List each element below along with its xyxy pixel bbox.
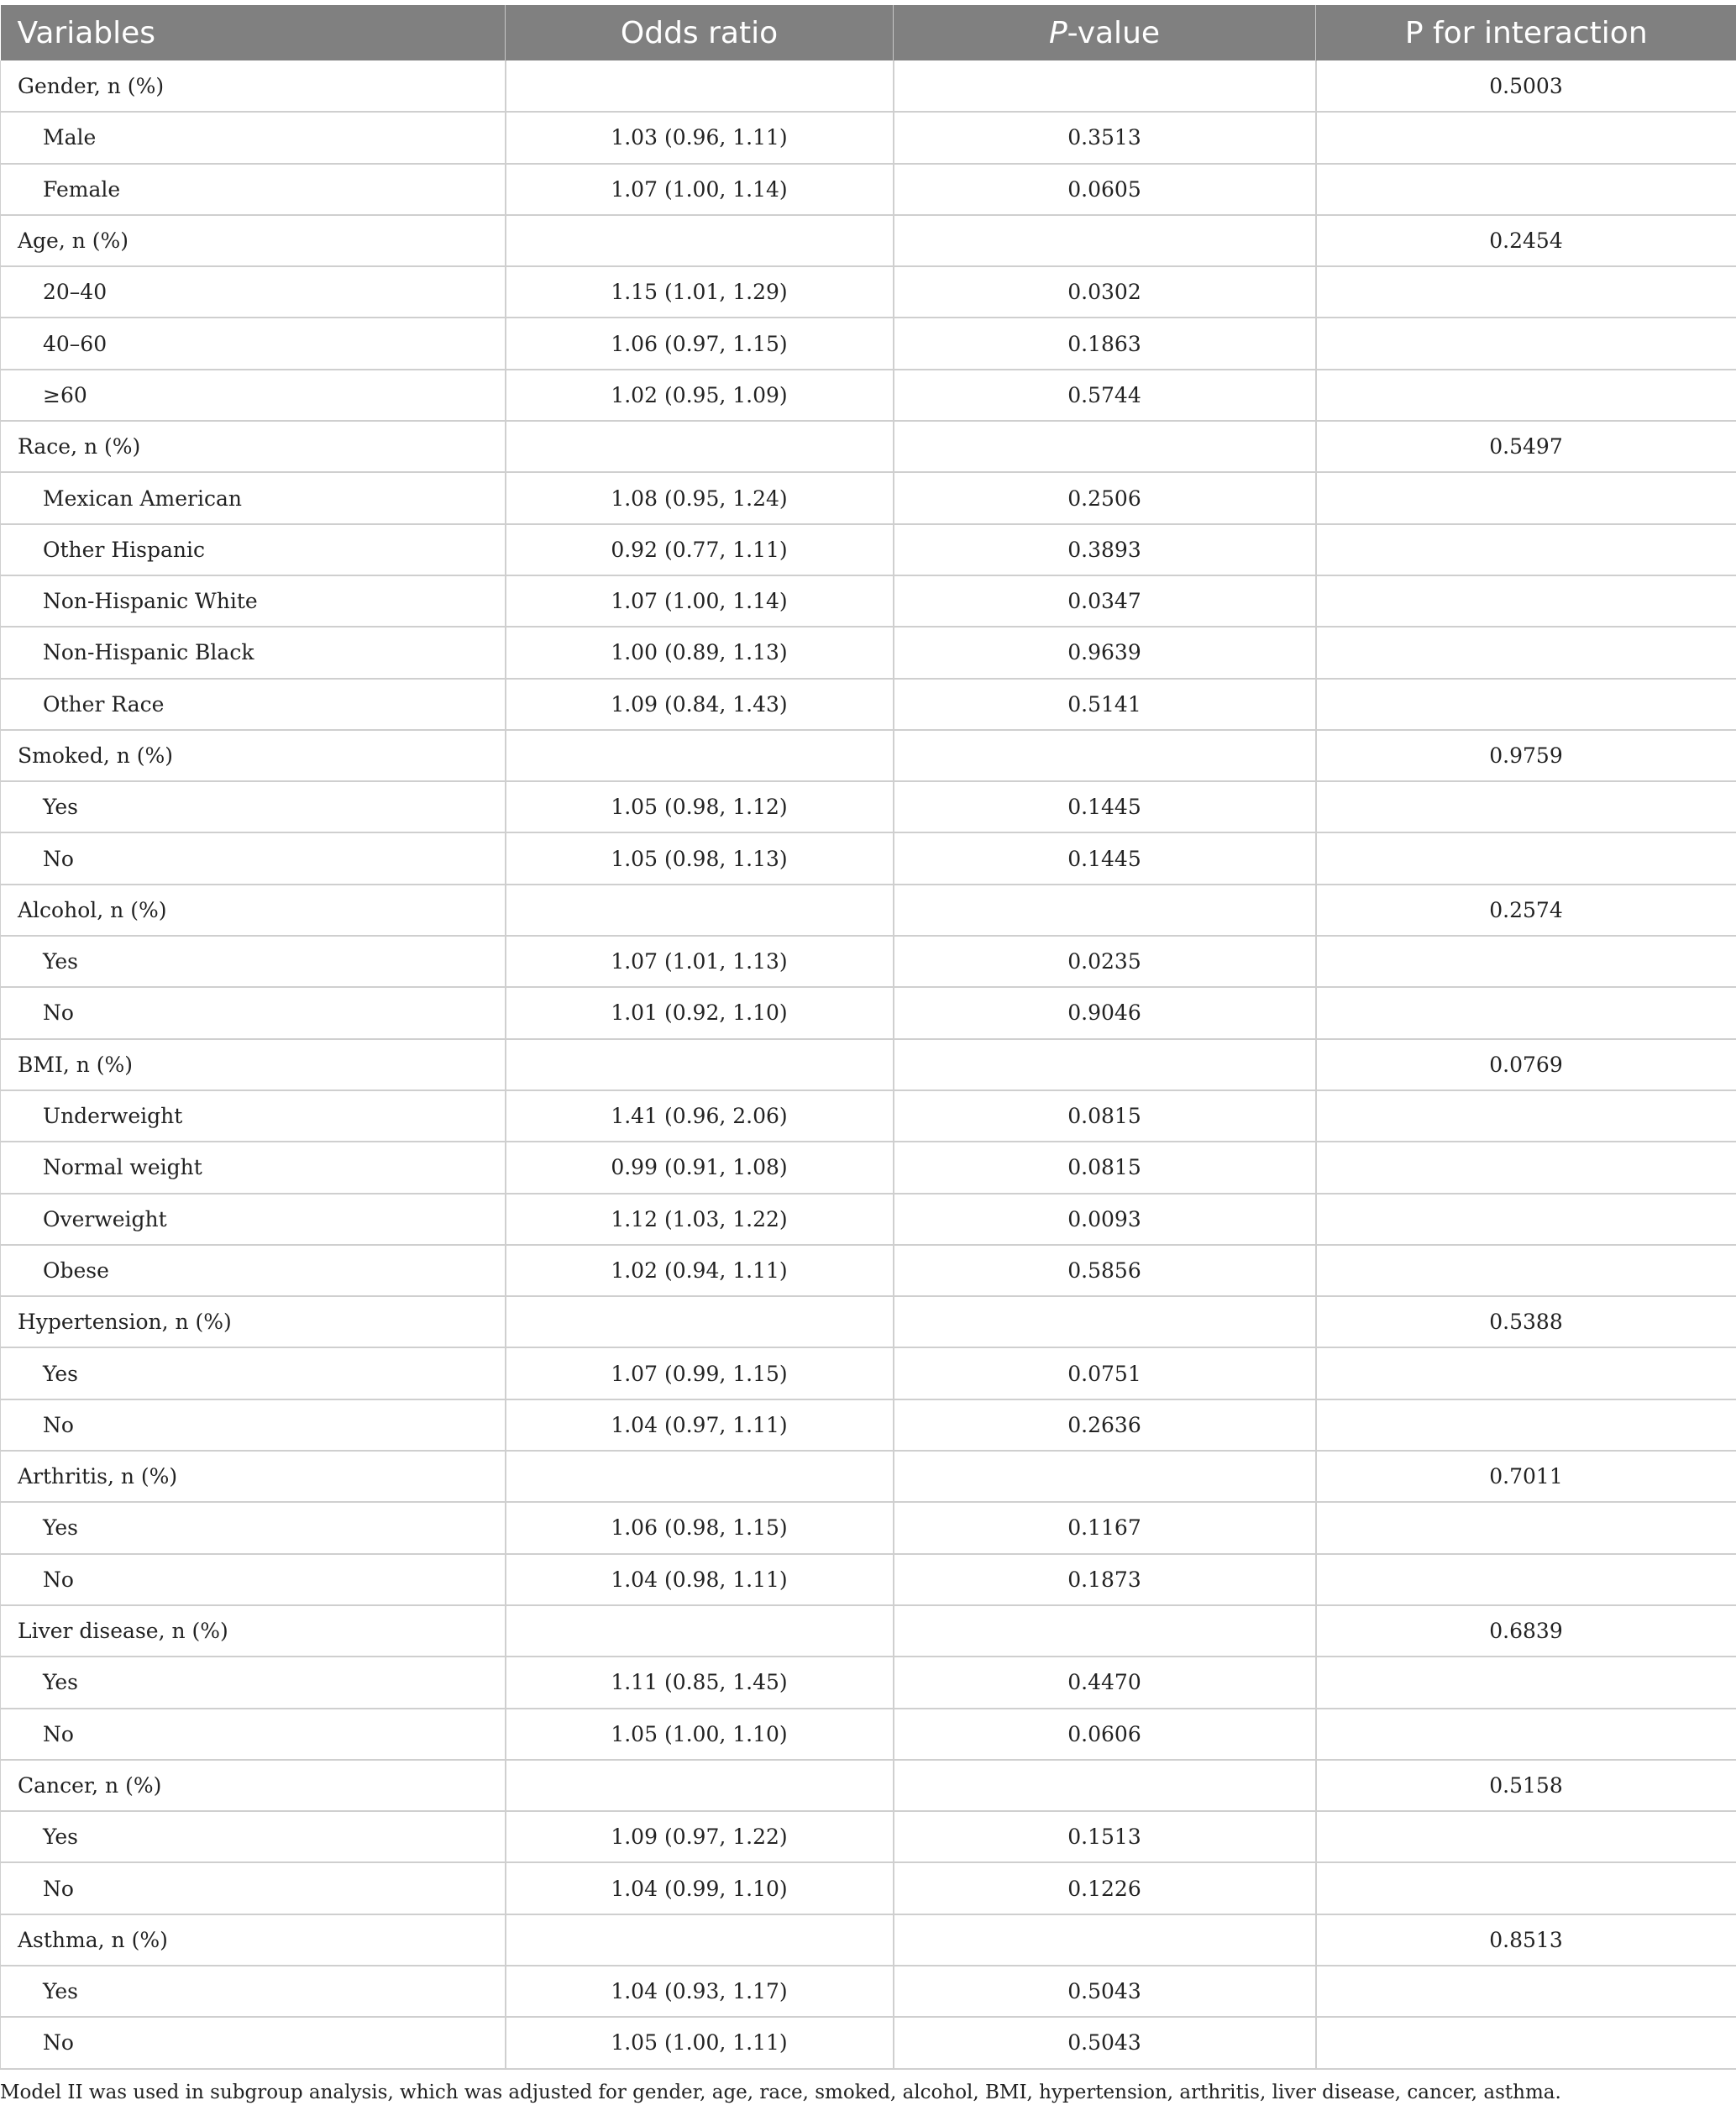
odds-ratio-cell: 1.07 (1.00, 1.14)	[506, 164, 894, 215]
variable-cell: Yes	[1, 1657, 506, 1708]
p-value-cell: 0.4470	[894, 1657, 1316, 1708]
odds-ratio-cell: 1.01 (0.92, 1.10)	[506, 987, 894, 1038]
table-row-subgroup	[1, 832, 1736, 884]
variable-cell: Normal weight	[1, 1142, 506, 1193]
p-interaction-cell	[1316, 1657, 1736, 1708]
p-value-cell: 0.5043	[894, 1966, 1316, 2017]
table-row-subgroup	[1, 781, 1736, 832]
p-interaction-cell: 0.5158	[1316, 1760, 1736, 1811]
p-interaction-cell	[1316, 1862, 1736, 1914]
variable-cell: 40–60	[1, 318, 506, 369]
odds-ratio-cell: 1.00 (0.89, 1.13)	[506, 627, 894, 678]
variable-cell: Hypertension, n (%)	[1, 1296, 506, 1347]
variable-cell: Yes	[1, 781, 506, 832]
table-row-group	[1, 1451, 1736, 1502]
p-interaction-cell: 0.5388	[1316, 1296, 1736, 1347]
p-value-cell: 0.5856	[894, 1245, 1316, 1296]
p-interaction-cell	[1316, 1399, 1736, 1451]
odds-ratio-cell: 0.92 (0.77, 1.11)	[506, 524, 894, 575]
p-value-cell: 0.0751	[894, 1347, 1316, 1399]
odds-ratio-cell: 1.05 (1.00, 1.10)	[506, 1709, 894, 1760]
p-value-cell	[894, 1914, 1316, 1966]
header-p-suffix: -value	[1067, 15, 1161, 50]
p-value-cell: 0.0093	[894, 1194, 1316, 1245]
p-interaction-cell: 0.5497	[1316, 421, 1736, 472]
p-interaction-cell	[1316, 1554, 1736, 1605]
p-interaction-cell	[1316, 575, 1736, 627]
variable-cell: Yes	[1, 1347, 506, 1399]
variable-cell: Female	[1, 164, 506, 215]
table-row-subgroup	[1, 1399, 1736, 1451]
odds-ratio-cell: 1.09 (0.84, 1.43)	[506, 679, 894, 730]
variable-cell: Arthritis, n (%)	[1, 1451, 506, 1502]
p-value-cell: 0.1513	[894, 1811, 1316, 1862]
p-value-cell: 0.1167	[894, 1502, 1316, 1553]
p-interaction-cell: 0.2454	[1316, 215, 1736, 266]
table-row-subgroup	[1, 1554, 1736, 1605]
odds-ratio-cell: 1.12 (1.03, 1.22)	[506, 1194, 894, 1245]
table-row-group	[1, 1039, 1736, 1090]
table-row-group	[1, 421, 1736, 472]
table-row-subgroup	[1, 1142, 1736, 1193]
p-interaction-cell	[1316, 1502, 1736, 1553]
odds-ratio-cell: 1.41 (0.96, 2.06)	[506, 1090, 894, 1142]
header-p-italic: P	[1048, 15, 1067, 50]
odds-ratio-cell: 0.99 (0.91, 1.08)	[506, 1142, 894, 1193]
header-p-value	[894, 5, 1316, 60]
p-value-cell	[894, 1451, 1316, 1502]
odds-ratio-cell: 1.15 (1.01, 1.29)	[506, 266, 894, 318]
p-value-cell: 0.5141	[894, 679, 1316, 730]
p-value-cell	[894, 1760, 1316, 1811]
p-interaction-cell	[1316, 2017, 1736, 2068]
variable-cell: ≥60	[1, 370, 506, 421]
table-row-subgroup	[1, 1966, 1736, 2017]
odds-ratio-cell	[506, 1451, 894, 1502]
odds-ratio-cell: 1.02 (0.94, 1.11)	[506, 1245, 894, 1296]
odds-ratio-cell	[506, 1296, 894, 1347]
p-value-cell: 0.1445	[894, 832, 1316, 884]
variable-cell: Smoked, n (%)	[1, 730, 506, 781]
odds-ratio-cell: 1.08 (0.95, 1.24)	[506, 472, 894, 523]
p-value-cell: 0.0347	[894, 575, 1316, 627]
variable-cell: No	[1, 1862, 506, 1914]
p-interaction-cell	[1316, 987, 1736, 1038]
p-interaction-cell: 0.8513	[1316, 1914, 1736, 1966]
table-row-group	[1, 1760, 1736, 1811]
odds-ratio-cell: 1.11 (0.85, 1.45)	[506, 1657, 894, 1708]
p-value-cell: 0.9046	[894, 987, 1316, 1038]
variable-cell: Liver disease, n (%)	[1, 1605, 506, 1657]
table-row-subgroup	[1, 1194, 1736, 1245]
variable-cell: Obese	[1, 1245, 506, 1296]
table-header	[1, 5, 1736, 60]
table-row-subgroup	[1, 1811, 1736, 1862]
variable-cell: Asthma, n (%)	[1, 1914, 506, 1966]
p-value-cell	[894, 1296, 1316, 1347]
odds-ratio-cell: 1.04 (0.97, 1.11)	[506, 1399, 894, 1451]
odds-ratio-cell: 1.04 (0.93, 1.17)	[506, 1966, 894, 2017]
odds-ratio-cell	[506, 1760, 894, 1811]
p-interaction-cell	[1316, 679, 1736, 730]
p-value-cell	[894, 60, 1316, 112]
p-interaction-cell	[1316, 781, 1736, 832]
odds-ratio-cell: 1.03 (0.96, 1.11)	[506, 112, 894, 163]
variable-cell: Yes	[1, 1502, 506, 1553]
header-odds-ratio: Odds ratio	[506, 5, 894, 60]
p-value-cell	[894, 1039, 1316, 1090]
variable-cell: No	[1, 1399, 506, 1451]
p-interaction-cell: 0.9759	[1316, 730, 1736, 781]
variable-cell: Non-Hispanic White	[1, 575, 506, 627]
table-row-group	[1, 60, 1736, 112]
p-interaction-cell	[1316, 936, 1736, 987]
p-interaction-cell	[1316, 1811, 1736, 1862]
p-interaction-cell	[1316, 832, 1736, 884]
table-row-subgroup	[1, 1245, 1736, 1296]
p-interaction-cell	[1316, 112, 1736, 163]
table-row-subgroup	[1, 987, 1736, 1038]
variable-cell: BMI, n (%)	[1, 1039, 506, 1090]
odds-ratio-cell	[506, 215, 894, 266]
odds-ratio-cell: 1.06 (0.97, 1.15)	[506, 318, 894, 369]
variable-cell: Age, n (%)	[1, 215, 506, 266]
p-value-cell	[894, 215, 1316, 266]
table-footnote: Model II was used in subgroup analysis, which was adjusted for gender, age, race, smoked, alcohol, BMI, hypertension, arthritis, liver disease, cancer, asthma.	[0, 2082, 1561, 2103]
variable-cell: Male	[1, 112, 506, 163]
table-row-group	[1, 215, 1736, 266]
p-value-cell	[894, 1605, 1316, 1657]
table-row-group	[1, 1296, 1736, 1347]
odds-ratio-cell: 1.02 (0.95, 1.09)	[506, 370, 894, 421]
p-interaction-cell	[1316, 370, 1736, 421]
table-row-group	[1, 730, 1736, 781]
table-row-subgroup	[1, 2017, 1736, 2068]
table-row-subgroup	[1, 318, 1736, 369]
p-value-cell: 0.0235	[894, 936, 1316, 987]
p-value-cell: 0.0815	[894, 1142, 1316, 1193]
p-value-cell: 0.0815	[894, 1090, 1316, 1142]
p-value-cell: 0.0606	[894, 1709, 1316, 1760]
table-row-subgroup	[1, 1862, 1736, 1914]
odds-ratio-cell: 1.05 (0.98, 1.13)	[506, 832, 894, 884]
variable-cell: No	[1, 832, 506, 884]
p-value-cell: 0.0605	[894, 164, 1316, 215]
table-row-subgroup	[1, 370, 1736, 421]
variable-cell: No	[1, 2017, 506, 2068]
variable-cell: Cancer, n (%)	[1, 1760, 506, 1811]
p-value-cell: 0.2506	[894, 472, 1316, 523]
table-row-group	[1, 1914, 1736, 1966]
p-interaction-cell	[1316, 1709, 1736, 1760]
p-value-cell	[894, 730, 1316, 781]
variable-cell: Non-Hispanic Black	[1, 627, 506, 678]
table-row-subgroup	[1, 524, 1736, 575]
p-value-cell: 0.3513	[894, 112, 1316, 163]
p-value-cell: 0.5744	[894, 370, 1316, 421]
subgroup-analysis-table	[0, 5, 1736, 2070]
table-row-subgroup	[1, 627, 1736, 678]
variable-cell: Other Race	[1, 679, 506, 730]
p-value-cell	[894, 421, 1316, 472]
p-interaction-cell	[1316, 627, 1736, 678]
p-value-cell: 0.1226	[894, 1862, 1316, 1914]
variable-cell: Yes	[1, 936, 506, 987]
variable-cell: No	[1, 1709, 506, 1760]
variable-cell: Underweight	[1, 1090, 506, 1142]
p-interaction-cell	[1316, 472, 1736, 523]
table-row-subgroup	[1, 112, 1736, 163]
odds-ratio-cell	[506, 885, 894, 936]
variable-cell: Other Hispanic	[1, 524, 506, 575]
p-value-cell: 0.0302	[894, 266, 1316, 318]
p-value-cell: 0.1863	[894, 318, 1316, 369]
odds-ratio-cell: 1.07 (1.00, 1.14)	[506, 575, 894, 627]
p-interaction-cell	[1316, 266, 1736, 318]
odds-ratio-cell: 1.07 (0.99, 1.15)	[506, 1347, 894, 1399]
table-row-group	[1, 885, 1736, 936]
odds-ratio-cell: 1.05 (0.98, 1.12)	[506, 781, 894, 832]
table-row-subgroup	[1, 1709, 1736, 1760]
p-interaction-cell: 0.6839	[1316, 1605, 1736, 1657]
table-row-subgroup	[1, 679, 1736, 730]
p-value-cell: 0.9639	[894, 627, 1316, 678]
odds-ratio-cell	[506, 60, 894, 112]
variable-cell: 20–40	[1, 266, 506, 318]
table-row-subgroup	[1, 1347, 1736, 1399]
variable-cell: Gender, n (%)	[1, 60, 506, 112]
p-value-cell: 0.1873	[894, 1554, 1316, 1605]
odds-ratio-cell: 1.04 (0.99, 1.10)	[506, 1862, 894, 1914]
p-interaction-cell	[1316, 1090, 1736, 1142]
odds-ratio-cell: 1.06 (0.98, 1.15)	[506, 1502, 894, 1553]
p-value-cell: 0.2636	[894, 1399, 1316, 1451]
p-value-cell: 0.3893	[894, 524, 1316, 575]
odds-ratio-cell: 1.09 (0.97, 1.22)	[506, 1811, 894, 1862]
p-value-cell	[894, 885, 1316, 936]
p-interaction-cell	[1316, 524, 1736, 575]
p-interaction-cell	[1316, 1347, 1736, 1399]
odds-ratio-cell	[506, 421, 894, 472]
odds-ratio-cell: 1.05 (1.00, 1.11)	[506, 2017, 894, 2068]
p-interaction-cell	[1316, 1966, 1736, 2017]
table-row-subgroup	[1, 575, 1736, 627]
table-row-subgroup	[1, 1502, 1736, 1553]
table-row-subgroup	[1, 936, 1736, 987]
p-interaction-cell	[1316, 1194, 1736, 1245]
p-value-cell: 0.5043	[894, 2017, 1316, 2068]
p-interaction-cell	[1316, 164, 1736, 215]
p-interaction-cell	[1316, 1245, 1736, 1296]
variable-cell: Race, n (%)	[1, 421, 506, 472]
p-interaction-cell	[1316, 1142, 1736, 1193]
odds-ratio-cell: 1.04 (0.98, 1.11)	[506, 1554, 894, 1605]
variable-cell: Overweight	[1, 1194, 506, 1245]
p-value-cell: 0.1445	[894, 781, 1316, 832]
table-row-subgroup	[1, 164, 1736, 215]
variable-cell: Yes	[1, 1811, 506, 1862]
header-p-interaction: P for interaction	[1316, 5, 1736, 60]
p-interaction-cell: 0.0769	[1316, 1039, 1736, 1090]
table-row-subgroup	[1, 1657, 1736, 1708]
header-row	[1, 5, 1736, 60]
odds-ratio-cell	[506, 730, 894, 781]
variable-cell: Mexican American	[1, 472, 506, 523]
table-row-subgroup	[1, 472, 1736, 523]
odds-ratio-cell	[506, 1605, 894, 1657]
table-row-subgroup	[1, 1090, 1736, 1142]
odds-ratio-cell	[506, 1914, 894, 1966]
variable-cell: No	[1, 1554, 506, 1605]
table-row-subgroup	[1, 266, 1736, 318]
p-interaction-cell: 0.7011	[1316, 1451, 1736, 1502]
odds-ratio-cell: 1.07 (1.01, 1.13)	[506, 936, 894, 987]
p-interaction-cell	[1316, 318, 1736, 369]
variable-cell: No	[1, 987, 506, 1038]
p-interaction-cell: 0.2574	[1316, 885, 1736, 936]
p-interaction-cell: 0.5003	[1316, 60, 1736, 112]
odds-ratio-cell	[506, 1039, 894, 1090]
header-variables: Variables	[1, 5, 506, 60]
variable-cell: Alcohol, n (%)	[1, 885, 506, 936]
table-body	[1, 60, 1736, 2069]
table-row-group	[1, 1605, 1736, 1657]
variable-cell: Yes	[1, 1966, 506, 2017]
